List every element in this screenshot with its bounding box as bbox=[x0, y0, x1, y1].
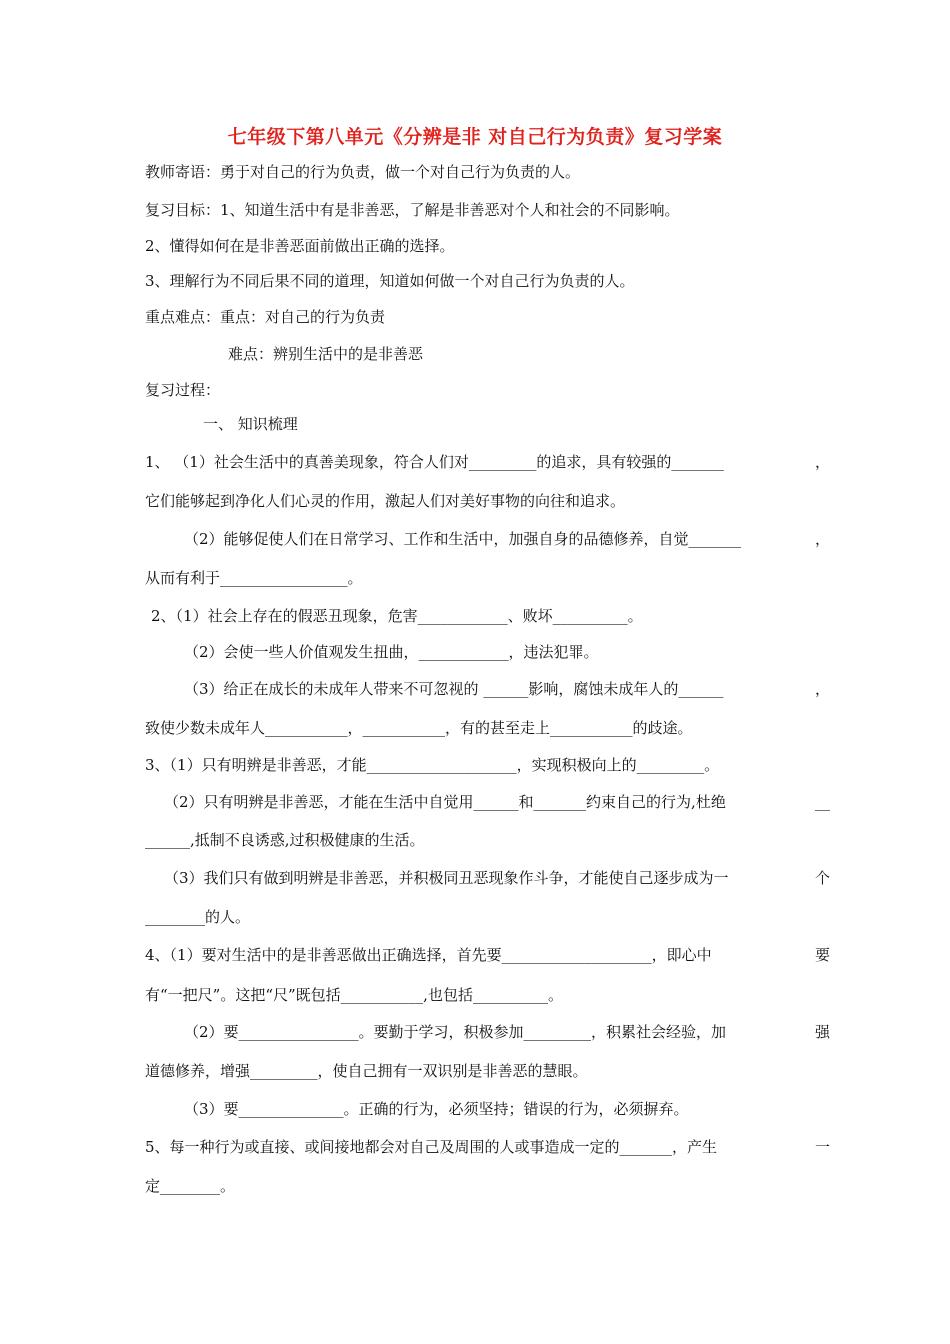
line-end: 一 bbox=[814, 1138, 830, 1156]
question-line: 3、（1）只有明辨是非善恶，才能____________________，实现积极向上的_________。 bbox=[145, 756, 720, 774]
question-text: （3）给正在成长的未成年人带来不可忽视的 ______影响，腐蚀未成年人的______ bbox=[184, 680, 724, 698]
question-line bbox=[164, 792, 830, 812]
review-process-heading: 复习过程： bbox=[145, 381, 221, 399]
section-heading: 一、 知识梳理 bbox=[203, 415, 298, 433]
question-line: （2）会使一些人价值观发生扭曲，____________，违法犯罪。 bbox=[184, 643, 599, 661]
line-end: 个 bbox=[814, 869, 830, 887]
question-text: 1、 （1）社会生活中的真善美现象，符合人们对_________的追求，具有较强的_______ bbox=[145, 453, 724, 471]
question-line bbox=[184, 679, 830, 699]
line-end: __ bbox=[815, 793, 830, 811]
question-line: 定________。 bbox=[145, 1177, 236, 1195]
question-line bbox=[184, 529, 830, 549]
question-text: （2）能够促使人们在日常学习、工作和生活中，加强自身的品德修养，自觉_______ bbox=[184, 530, 742, 548]
question-line: ________的人。 bbox=[145, 908, 251, 926]
question-line: 2、（1）社会上存在的假恶丑现象，危害____________、败坏__________。 bbox=[151, 607, 643, 625]
line-end: ， bbox=[814, 680, 830, 698]
question-line: 从而有利于_________________。 bbox=[145, 569, 363, 587]
line-end: 要 bbox=[814, 946, 830, 964]
line-end: ， bbox=[814, 453, 830, 471]
question-line: 道德修养，增强_________，使自己拥有一双识别是非善恶的慧眼。 bbox=[145, 1062, 588, 1080]
question-line bbox=[145, 945, 830, 965]
question-line bbox=[145, 452, 830, 472]
review-goal-3: 3、理解行为不同后果不同的道理，知道如何做一个对自己行为负责的人。 bbox=[145, 272, 635, 290]
question-line bbox=[164, 868, 830, 888]
teacher-message: 教师寄语：勇于对自己的行为负责，做一个对自己行为负责的人。 bbox=[145, 163, 581, 181]
question-text: 4、（1）要对生活中的是非善恶做出正确选择，首先要____________________，即心中 bbox=[145, 946, 712, 964]
question-text: （2）只有明辨是非善恶，才能在生活中自觉用______和_______约束自己的行为,杜绝 bbox=[164, 793, 726, 811]
question-line: ______,抵制不良诱惑,过积极健康的生活。 bbox=[145, 831, 425, 849]
question-text: （3）我们只有做到明辨是非善恶，并积极同丑恶现象作斗争，才能使自己逐步成为一 bbox=[164, 869, 729, 887]
question-line: （3）要______________。正确的行为，必须坚持；错误的行为，必须摒弃。 bbox=[184, 1100, 689, 1118]
review-goal-1: 复习目标：1、知道生活中有是非善恶，了解是非善恶对个人和社会的不同影响。 bbox=[145, 201, 680, 219]
question-line bbox=[184, 1022, 830, 1042]
difficult-point: 难点：辨别生活中的是非善恶 bbox=[228, 345, 424, 363]
line-end: ， bbox=[814, 530, 830, 548]
question-line: 有“一把尺”。这把“尺”既包括___________,也包括__________。 bbox=[145, 986, 563, 1004]
question-text: （2）要________________。要勤于学习，积极参加_________，积累社会经验，加 bbox=[184, 1023, 727, 1041]
question-text: 5、每一种行为或直接、或间接地都会对自己及周围的人或事造成一定的_______，产生 bbox=[145, 1138, 718, 1156]
question-line: 致使少数未成年人___________，___________，有的甚至走上___________的歧途。 bbox=[145, 719, 693, 737]
question-line bbox=[145, 1137, 830, 1157]
review-goal-2: 2、懂得如何在是非善恶面前做出正确的选择。 bbox=[145, 237, 455, 255]
document-title: 七年级下第八单元《分辨是非 对自己行为负责》复习学案 bbox=[227, 126, 723, 148]
key-point: 重点难点：重点：对自己的行为负责 bbox=[145, 308, 386, 326]
question-line: 它们能够起到净化人们心灵的作用，激起人们对美好事物的向往和追求。 bbox=[145, 492, 626, 510]
line-end: 强 bbox=[814, 1023, 830, 1041]
